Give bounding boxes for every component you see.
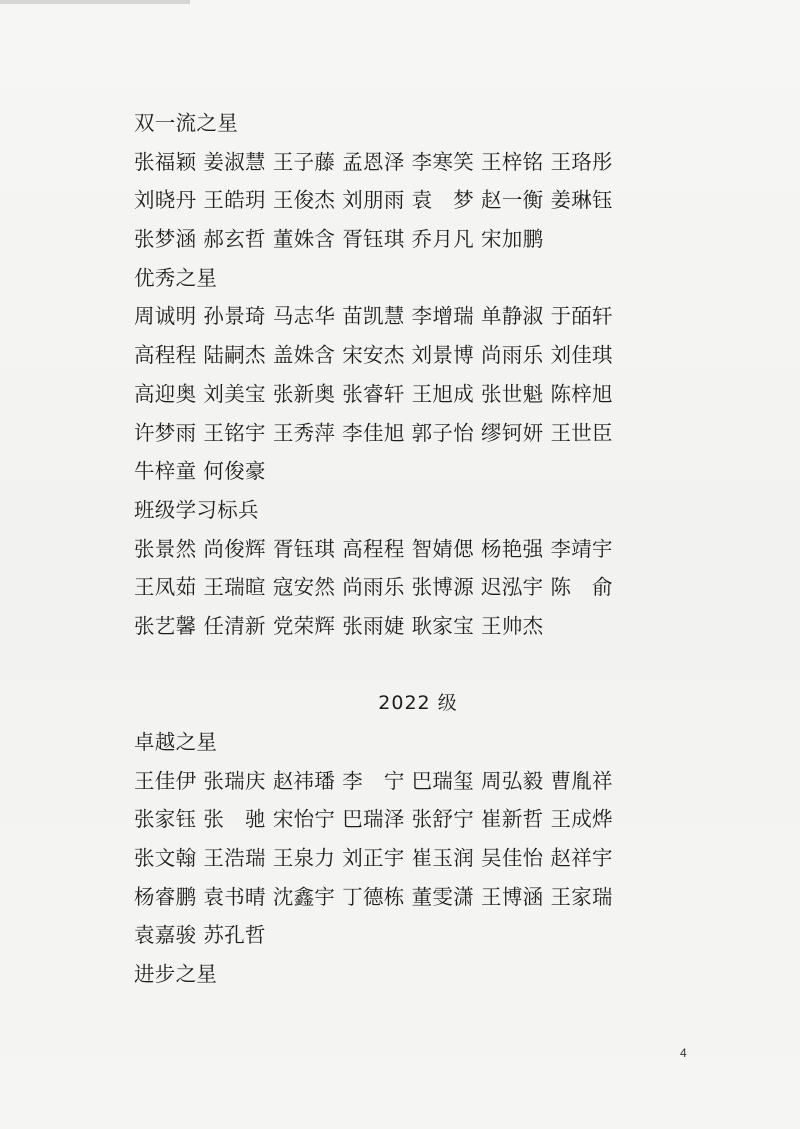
name-row — [134, 530, 694, 569]
student-name: 刘景博 — [411, 343, 475, 368]
name-row — [134, 916, 694, 955]
name-row — [134, 414, 694, 453]
student-name: 张瑞庆 — [203, 768, 266, 793]
student-name: 沈鑫宇 — [272, 884, 336, 909]
student-name: 王皓玥 — [203, 188, 266, 213]
student-name: 杨睿鹏 — [134, 884, 197, 909]
student-name: 袁嘉骏 — [134, 923, 197, 948]
student-name: 张雨婕 — [342, 613, 405, 638]
student-name: 姜淑慧 — [203, 149, 266, 174]
name-row — [134, 839, 694, 878]
student-name: 王家瑞 — [550, 884, 613, 909]
student-name: 陈 俞 — [550, 575, 613, 600]
student-name: 尚俊辉 — [203, 536, 266, 561]
student-name: 刘佳琪 — [550, 343, 613, 368]
student-name: 宋怡宁 — [272, 807, 336, 832]
student-name: 张艺馨 — [134, 613, 197, 638]
student-name: 杨艳强 — [481, 536, 544, 561]
name-row — [134, 181, 694, 220]
name-row — [134, 568, 694, 607]
name-row — [134, 878, 694, 917]
student-name: 刘晓丹 — [134, 188, 197, 213]
section-heading: 进步之星 — [134, 962, 218, 987]
student-name: 张家钰 — [134, 807, 197, 832]
student-name: 董姝含 — [272, 227, 336, 252]
name-row — [134, 375, 694, 414]
student-name: 李靖宇 — [550, 536, 613, 561]
name-row — [134, 800, 694, 839]
student-name: 刘美宝 — [203, 381, 266, 406]
student-name: 王成烨 — [550, 807, 613, 832]
name-row — [134, 607, 694, 646]
student-name: 陈梓旭 — [550, 381, 613, 406]
student-name: 任清新 — [203, 613, 266, 638]
name-row — [134, 452, 694, 491]
name-row — [134, 762, 694, 801]
student-name: 张景然 — [134, 536, 197, 561]
student-name: 张博源 — [411, 575, 475, 600]
student-name: 王凤茹 — [134, 575, 197, 600]
student-name: 王泉力 — [272, 846, 336, 871]
student-name: 王俊杰 — [272, 188, 336, 213]
section-heading: 班级学习标兵 — [134, 497, 259, 522]
student-name: 王珞彤 — [550, 149, 613, 174]
student-name: 许梦雨 — [134, 420, 197, 445]
student-name: 于皕轩 — [550, 304, 613, 329]
name-row — [134, 220, 694, 259]
student-name: 王秀萍 — [272, 420, 336, 445]
student-name: 牛梓童 — [134, 459, 197, 484]
student-name: 高迎奥 — [134, 381, 197, 406]
student-name: 郭子怡 — [411, 420, 475, 445]
award-list — [134, 104, 694, 994]
student-name: 李寒笑 — [411, 149, 475, 174]
student-name: 刘朋雨 — [342, 188, 405, 213]
student-name: 李 宁 — [342, 768, 405, 793]
student-name: 乔月凡 — [411, 227, 475, 252]
student-name: 王浩瑞 — [203, 846, 266, 871]
student-name: 崔玉润 — [411, 846, 475, 871]
student-name: 姜琳钰 — [550, 188, 613, 213]
student-name: 周弘毅 — [481, 768, 544, 793]
student-name: 党荣辉 — [272, 613, 336, 638]
student-name: 曹胤祥 — [550, 768, 613, 793]
page-number: 4 — [680, 1046, 687, 1060]
student-name: 张舒宁 — [411, 807, 475, 832]
student-name: 王旭成 — [411, 381, 475, 406]
student-name: 陆嗣杰 — [203, 343, 266, 368]
student-name: 赵一衡 — [481, 188, 544, 213]
student-name: 张梦涵 — [134, 227, 197, 252]
student-name: 单静淑 — [481, 304, 544, 329]
student-name: 高程程 — [342, 536, 405, 561]
student-name: 尚雨乐 — [342, 575, 405, 600]
student-name: 张 驰 — [203, 807, 266, 832]
name-row — [134, 297, 694, 336]
student-name: 胥钰琪 — [342, 227, 405, 252]
student-name: 巴瑞泽 — [342, 807, 405, 832]
student-name: 王博涵 — [481, 884, 544, 909]
student-name: 盖姝含 — [272, 343, 336, 368]
student-name: 巴瑞玺 — [411, 768, 475, 793]
section-heading: 双一流之星 — [134, 111, 238, 135]
student-name: 耿家宝 — [411, 613, 475, 638]
student-name: 张新奥 — [272, 381, 336, 406]
student-name: 苗凯慧 — [342, 304, 405, 329]
student-name: 王世臣 — [550, 420, 613, 445]
student-name: 高程程 — [134, 343, 197, 368]
student-name: 孟恩泽 — [342, 149, 405, 174]
student-name: 王梓铭 — [481, 149, 544, 174]
student-name: 李佳旭 — [342, 420, 405, 445]
student-name: 周诚明 — [134, 304, 197, 329]
student-name: 缪钶妍 — [481, 420, 544, 445]
student-name: 丁德栋 — [342, 884, 405, 909]
student-name: 李增瑞 — [411, 304, 475, 329]
student-name: 张文翰 — [134, 846, 197, 871]
student-name: 董雯潇 — [411, 884, 475, 909]
student-name: 何俊豪 — [203, 459, 266, 484]
student-name: 袁 梦 — [411, 188, 475, 213]
student-name: 迟泓宇 — [481, 575, 544, 600]
student-name: 赵祥宇 — [550, 846, 613, 871]
name-row — [134, 336, 694, 375]
blank-line — [134, 646, 694, 685]
section-heading: 优秀之星 — [134, 265, 218, 290]
student-name: 崔新哲 — [481, 807, 544, 832]
student-name: 王佳伊 — [134, 768, 197, 793]
student-name: 郝玄哲 — [203, 227, 266, 252]
student-name: 张睿轩 — [342, 381, 405, 406]
student-name: 袁书晴 — [203, 884, 266, 909]
student-name: 王瑞暄 — [203, 575, 266, 600]
grade-heading — [0, 684, 734, 723]
student-name: 孙景琦 — [203, 304, 266, 329]
student-name: 寇安然 — [272, 575, 336, 600]
student-name: 王铭宇 — [203, 420, 266, 445]
scan-edge — [0, 0, 190, 4]
student-name: 宋加鹏 — [481, 227, 544, 252]
student-name: 吴佳怡 — [481, 846, 544, 871]
name-row — [134, 143, 694, 182]
student-name: 苏孔哲 — [203, 923, 266, 948]
student-name: 马志华 — [272, 304, 336, 329]
student-name: 张福颖 — [134, 149, 197, 174]
student-name: 王帅杰 — [481, 613, 544, 638]
student-name: 刘正宇 — [342, 846, 405, 871]
student-name: 张世魁 — [481, 381, 544, 406]
student-name: 胥钰琪 — [272, 536, 336, 561]
student-name: 尚雨乐 — [481, 343, 544, 368]
section-heading: 卓越之星 — [134, 730, 218, 754]
student-name: 宋安杰 — [342, 343, 405, 368]
student-name: 赵祎璠 — [272, 768, 336, 793]
student-name: 智婧偲 — [411, 536, 475, 561]
student-name: 王子藤 — [272, 149, 336, 174]
grade-heading-text: 2022 级 — [378, 692, 458, 715]
